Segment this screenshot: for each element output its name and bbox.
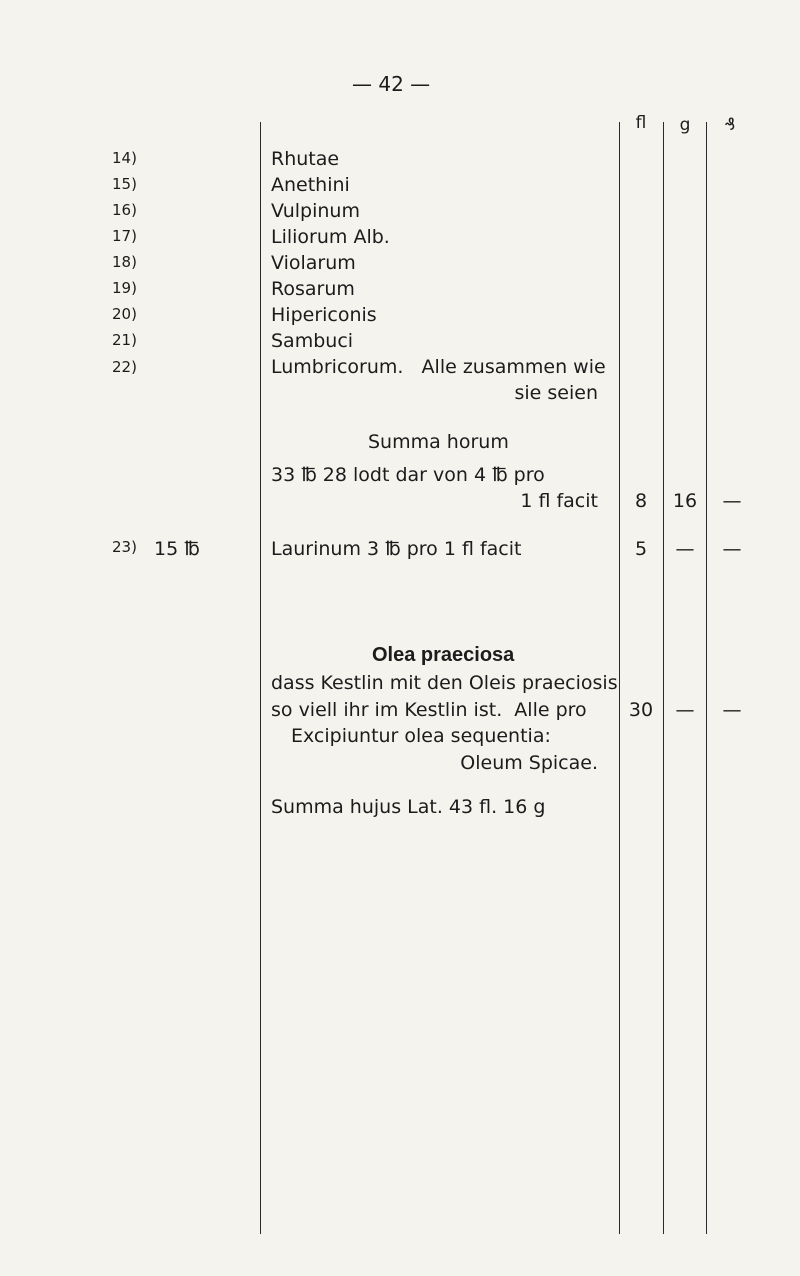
item-lumbricorum: Lumbricorum. Alle zusammen wie bbox=[271, 356, 606, 378]
footnote-marker: 15) bbox=[112, 175, 137, 193]
footnote-marker: 22) bbox=[112, 358, 137, 376]
summa-horum-facit: 1 fl facit bbox=[520, 490, 598, 512]
footnote-marker: 19) bbox=[112, 279, 137, 297]
item-rosarum: Rosarum bbox=[271, 278, 355, 300]
item-sambuci: Sambuci bbox=[271, 330, 354, 352]
item-violarum: Violarum bbox=[271, 252, 356, 274]
footnote-marker: 21) bbox=[112, 331, 137, 349]
item-rhutae: Rhutae bbox=[271, 148, 340, 170]
olea-heading: Olea praeciosa bbox=[372, 644, 515, 666]
laurinum-quantity: 15 ℔ bbox=[154, 538, 200, 560]
laurinum-g: — bbox=[675, 538, 695, 560]
laurinum-line: Laurinum 3 ℔ pro 1 fl facit bbox=[271, 538, 522, 560]
column-header-d: ₰ bbox=[724, 115, 736, 135]
laurinum-d: — bbox=[722, 538, 742, 560]
column-rule-text-left bbox=[260, 122, 261, 1234]
column-header-fl: fl bbox=[635, 113, 647, 133]
item-hipericonis: Hipericonis bbox=[271, 304, 377, 326]
summa-horum-heading: Summa horum bbox=[368, 431, 509, 453]
page-header: — 42 — bbox=[352, 72, 431, 96]
summa-d: — bbox=[722, 490, 742, 512]
footnote-marker: 17) bbox=[112, 227, 137, 245]
olea-g: — bbox=[675, 699, 695, 721]
column-header-g: g bbox=[679, 115, 691, 135]
item-lumbricorum-cont: sie seien bbox=[514, 382, 598, 404]
olea-line-1: dass Kestlin mit den Oleis praeciosis bbox=[271, 672, 618, 694]
olea-fl: 30 bbox=[628, 699, 654, 721]
footnote-marker: 20) bbox=[112, 305, 137, 323]
olea-line-3: Excipiuntur olea sequentia: bbox=[291, 725, 551, 747]
summa-g: 16 bbox=[672, 490, 698, 512]
olea-line-2: so viell ihr im Kestlin ist. Alle pro bbox=[271, 699, 587, 721]
footnote-marker: 16) bbox=[112, 201, 137, 219]
column-rule-g-left bbox=[663, 122, 664, 1234]
column-rule-fl-left bbox=[619, 122, 620, 1234]
olea-d: — bbox=[722, 699, 742, 721]
footnote-marker: 14) bbox=[112, 149, 137, 167]
item-anethini: Anethini bbox=[271, 174, 350, 196]
summa-hujus: Summa hujus Lat. 43 fl. 16 g bbox=[271, 796, 546, 818]
olea-line-4: Oleum Spicae. bbox=[460, 752, 598, 774]
summa-horum-line: 33 ℔ 28 lodt dar von 4 ℔ pro bbox=[271, 464, 545, 486]
column-rule-d-left bbox=[706, 122, 707, 1234]
footnote-marker: 18) bbox=[112, 253, 137, 271]
laurinum-fl: 5 bbox=[634, 538, 648, 560]
item-liliorum: Liliorum Alb. bbox=[271, 226, 390, 248]
summa-fl: 8 bbox=[634, 490, 648, 512]
item-vulpinum: Vulpinum bbox=[271, 200, 360, 222]
footnote-marker: 23) bbox=[112, 538, 137, 556]
